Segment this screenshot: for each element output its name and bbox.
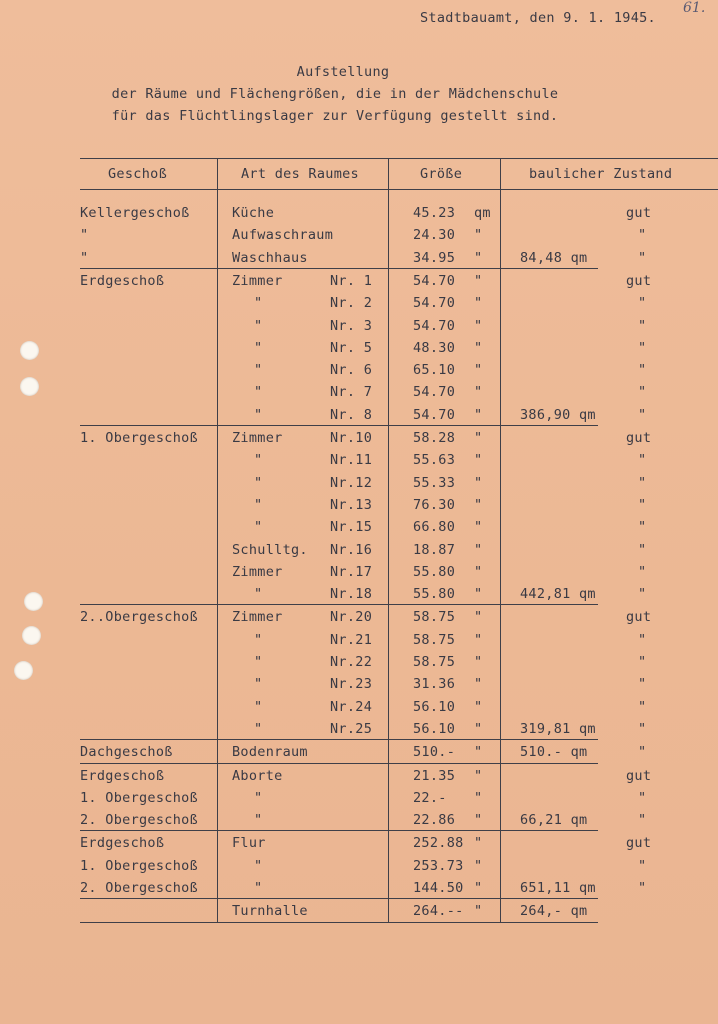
cell-condition: " xyxy=(638,362,647,379)
cell-room-number: Nr.15 xyxy=(330,519,373,536)
cell-condition: " xyxy=(638,496,647,513)
cell-unit: " xyxy=(474,903,483,920)
cell-size: 66.80 xyxy=(413,519,456,536)
cell-unit: qm xyxy=(474,205,491,221)
cell-room-type: " xyxy=(254,317,263,334)
cell-unit: " xyxy=(474,430,483,446)
cell-unit: " xyxy=(474,880,483,896)
cell-floor: Erdgeschoß xyxy=(80,767,165,784)
column-header-floor: Geschoß xyxy=(108,166,167,182)
column-header-size: Größe xyxy=(420,166,463,182)
cell-floor: 2. Obergeschoß xyxy=(80,880,198,896)
cell-room-type: Flur xyxy=(232,835,266,852)
cell-floor: Kellergeschoß xyxy=(80,205,190,221)
cell-unit: " xyxy=(474,452,483,469)
cell-room-number: Nr.20 xyxy=(330,609,373,626)
cell-condition: " xyxy=(638,812,647,829)
cell-size: 22.86 xyxy=(413,812,456,829)
cell-room-type: Zimmer xyxy=(232,609,283,626)
cell-condition: " xyxy=(638,474,647,491)
cell-size: 56.10 xyxy=(413,720,456,737)
cell-unit: " xyxy=(474,676,483,693)
cell-room-type: " xyxy=(254,698,263,715)
cell-size: 76.30 xyxy=(413,496,456,513)
cell-unit: " xyxy=(474,227,483,244)
cell-condition: " xyxy=(638,631,647,648)
cell-condition: " xyxy=(638,789,647,806)
group-separator-rule xyxy=(80,898,598,899)
cell-condition: gut xyxy=(626,609,652,626)
cell-size: 58.28 xyxy=(413,430,456,446)
cell-size: 144.50 xyxy=(413,880,464,896)
cell-condition: " xyxy=(638,384,647,401)
cell-room-type: " xyxy=(254,676,263,693)
cell-subtotal: 319,81 qm xyxy=(520,720,596,737)
cell-unit: " xyxy=(474,857,483,874)
cell-room-type: " xyxy=(254,474,263,491)
cell-room-type: " xyxy=(254,339,263,356)
cell-condition: " xyxy=(638,249,647,266)
cell-condition: gut xyxy=(626,205,652,221)
cell-room-type: " xyxy=(254,654,263,670)
cell-size: 58.75 xyxy=(413,654,456,670)
header-bottom-rule xyxy=(80,189,718,190)
group-separator-rule xyxy=(80,739,598,740)
cell-room-type: " xyxy=(254,384,263,401)
cell-size: 54.70 xyxy=(413,295,456,312)
cell-unit: " xyxy=(474,609,483,626)
cell-size: 54.70 xyxy=(413,272,456,289)
cell-condition: " xyxy=(638,406,647,423)
cell-subtotal: 386,90 qm xyxy=(520,406,596,423)
cell-unit: " xyxy=(474,272,483,289)
cell-size: 34.95 xyxy=(413,249,456,266)
cell-room-number: Nr.23 xyxy=(330,676,373,693)
cell-condition: " xyxy=(638,295,647,312)
cell-unit: " xyxy=(474,317,483,334)
cell-unit: " xyxy=(474,362,483,379)
cell-unit: " xyxy=(474,767,483,784)
cell-room-type: Schulltg. xyxy=(232,541,308,558)
cell-floor: 2..Obergeschoß xyxy=(80,609,198,626)
cell-unit: " xyxy=(474,720,483,737)
cell-room-type: Turnhalle xyxy=(232,903,308,920)
group-separator-rule xyxy=(80,830,598,831)
cell-size: 264.-- xyxy=(413,903,464,920)
cell-condition: " xyxy=(638,317,647,334)
place-date: Stadtbauamt, den 9. 1. 1945. xyxy=(420,10,656,26)
cell-room-type: Waschhaus xyxy=(232,249,308,266)
cell-unit: " xyxy=(474,789,483,806)
cell-size: 55.33 xyxy=(413,474,456,491)
cell-condition: " xyxy=(638,541,647,558)
cell-condition: " xyxy=(638,880,647,896)
cell-room-type: " xyxy=(254,452,263,469)
punch-hole xyxy=(20,377,39,396)
cell-subtotal: 442,81 qm xyxy=(520,586,596,603)
cell-room-number: Nr.11 xyxy=(330,452,373,469)
cell-unit: " xyxy=(474,835,483,852)
column-divider xyxy=(217,158,218,922)
cell-condition: " xyxy=(638,744,647,761)
cell-condition: " xyxy=(638,563,647,580)
cell-size: 24.30 xyxy=(413,227,456,244)
cell-room-type: Zimmer xyxy=(232,563,283,580)
cell-unit: " xyxy=(474,519,483,536)
cell-condition: " xyxy=(638,339,647,356)
cell-size: 58.75 xyxy=(413,631,456,648)
cell-room-number: Nr.13 xyxy=(330,496,373,513)
cell-size: 55.63 xyxy=(413,452,456,469)
cell-size: 55.80 xyxy=(413,563,456,580)
column-divider xyxy=(500,158,501,922)
cell-condition: " xyxy=(638,676,647,693)
cell-room-type: Aborte xyxy=(232,767,283,784)
cell-size: 55.80 xyxy=(413,586,456,603)
cell-floor: Erdgeschoß xyxy=(80,835,165,852)
title-line-1: Aufstellung xyxy=(296,64,390,80)
cell-room-number: Nr. 2 xyxy=(330,295,373,312)
folio-number: 61. xyxy=(683,0,706,16)
column-header-room-type: Art des Raumes xyxy=(241,166,359,182)
cell-floor: 1. Obergeschoß xyxy=(80,789,198,806)
cell-room-type: " xyxy=(254,812,263,829)
cell-room-type: " xyxy=(254,362,263,379)
cell-size: 253.73 xyxy=(413,857,464,874)
title-line-2: der Räume und Flächengrößen, die in der Mädchenschule xyxy=(111,86,559,102)
cell-floor: 1. Obergeschoß xyxy=(80,857,198,874)
cell-condition: gut xyxy=(626,272,652,289)
cell-condition: gut xyxy=(626,835,652,852)
group-separator-rule xyxy=(80,922,598,923)
cell-room-type: " xyxy=(254,496,263,513)
group-separator-rule xyxy=(80,425,598,426)
cell-room-type: " xyxy=(254,295,263,312)
cell-size: 18.87 xyxy=(413,541,456,558)
cell-size: 510.- xyxy=(413,744,456,761)
table-top-rule xyxy=(80,158,718,159)
cell-condition: " xyxy=(638,654,647,670)
cell-condition: " xyxy=(638,698,647,715)
cell-room-number: Nr. 6 xyxy=(330,362,373,379)
punch-hole xyxy=(22,626,41,645)
cell-room-type: " xyxy=(254,586,263,603)
cell-room-type: Aufwaschraum xyxy=(232,227,334,244)
cell-unit: " xyxy=(474,496,483,513)
cell-floor: 2. Obergeschoß xyxy=(80,812,198,829)
cell-condition: " xyxy=(638,519,647,536)
cell-size: 252.88 xyxy=(413,835,464,852)
cell-floor: " xyxy=(80,227,89,244)
cell-floor: Dachgeschoß xyxy=(80,744,173,761)
cell-floor: " xyxy=(80,249,89,266)
column-header-condition: baulicher Zustand xyxy=(529,166,673,182)
cell-size: 54.70 xyxy=(413,317,456,334)
cell-condition: gut xyxy=(626,767,652,784)
cell-condition: " xyxy=(638,452,647,469)
cell-room-number: Nr.16 xyxy=(330,541,373,558)
cell-condition: gut xyxy=(626,430,652,446)
cell-room-type: Zimmer xyxy=(232,430,283,446)
cell-room-number: Nr.17 xyxy=(330,563,373,580)
punch-hole xyxy=(14,661,33,680)
cell-room-number: Nr.18 xyxy=(330,586,373,603)
group-separator-rule xyxy=(80,604,598,605)
cell-unit: " xyxy=(474,339,483,356)
cell-unit: " xyxy=(474,295,483,312)
cell-unit: " xyxy=(474,812,483,829)
cell-room-number: Nr. 1 xyxy=(330,272,373,289)
cell-unit: " xyxy=(474,406,483,423)
cell-size: 45.23 xyxy=(413,205,456,221)
cell-condition: " xyxy=(638,586,647,603)
cell-room-number: Nr.21 xyxy=(330,631,373,648)
cell-unit: " xyxy=(474,563,483,580)
cell-unit: " xyxy=(474,586,483,603)
cell-unit: " xyxy=(474,249,483,266)
cell-room-type: " xyxy=(254,406,263,423)
cell-condition: " xyxy=(638,227,647,244)
cell-unit: " xyxy=(474,541,483,558)
cell-size: 58.75 xyxy=(413,609,456,626)
cell-condition: " xyxy=(638,720,647,737)
cell-room-number: Nr.25 xyxy=(330,720,373,737)
column-divider xyxy=(388,158,389,922)
cell-unit: " xyxy=(474,654,483,670)
cell-unit: " xyxy=(474,474,483,491)
cell-size: 54.70 xyxy=(413,406,456,423)
cell-room-number: Nr.22 xyxy=(330,654,373,670)
cell-room-type: " xyxy=(254,880,263,896)
cell-unit: " xyxy=(474,631,483,648)
cell-unit: " xyxy=(474,744,483,761)
cell-condition: " xyxy=(638,857,647,874)
cell-room-number: Nr.12 xyxy=(330,474,373,491)
punch-hole xyxy=(20,341,39,360)
cell-room-type: " xyxy=(254,857,263,874)
group-separator-rule xyxy=(80,268,598,269)
cell-room-number: Nr.10 xyxy=(330,430,373,446)
cell-room-type: " xyxy=(254,519,263,536)
cell-size: 56.10 xyxy=(413,698,456,715)
cell-subtotal: 66,21 qm xyxy=(520,812,588,829)
cell-room-type: Zimmer xyxy=(232,272,283,289)
cell-subtotal: 510.- qm xyxy=(520,744,588,761)
cell-size: 48.30 xyxy=(413,339,456,356)
title-line-3: für das Flüchtlingslager zur Verfügung gestellt sind. xyxy=(111,108,559,124)
cell-room-type: Bodenraum xyxy=(232,744,308,761)
cell-size: 31.36 xyxy=(413,676,456,693)
cell-floor: 1. Obergeschoß xyxy=(80,430,198,446)
cell-room-number: Nr. 8 xyxy=(330,406,373,423)
cell-room-type: " xyxy=(254,720,263,737)
cell-room-number: Nr. 5 xyxy=(330,339,373,356)
punch-hole xyxy=(24,592,43,611)
cell-floor: Erdgeschoß xyxy=(80,272,165,289)
cell-size: 54.70 xyxy=(413,384,456,401)
cell-room-type: " xyxy=(254,789,263,806)
cell-room-number: Nr.24 xyxy=(330,698,373,715)
cell-unit: " xyxy=(474,384,483,401)
cell-subtotal: 264,- qm xyxy=(520,903,588,920)
cell-unit: " xyxy=(474,698,483,715)
cell-size: 21.35 xyxy=(413,767,456,784)
cell-size: 22.- xyxy=(413,789,447,806)
group-separator-rule xyxy=(80,763,598,764)
cell-room-type: " xyxy=(254,631,263,648)
cell-subtotal: 84,48 qm xyxy=(520,249,588,266)
cell-room-type: Küche xyxy=(232,205,275,221)
cell-room-number: Nr. 7 xyxy=(330,384,373,401)
cell-size: 65.10 xyxy=(413,362,456,379)
cell-room-number: Nr. 3 xyxy=(330,317,373,334)
cell-subtotal: 651,11 qm xyxy=(520,880,596,896)
